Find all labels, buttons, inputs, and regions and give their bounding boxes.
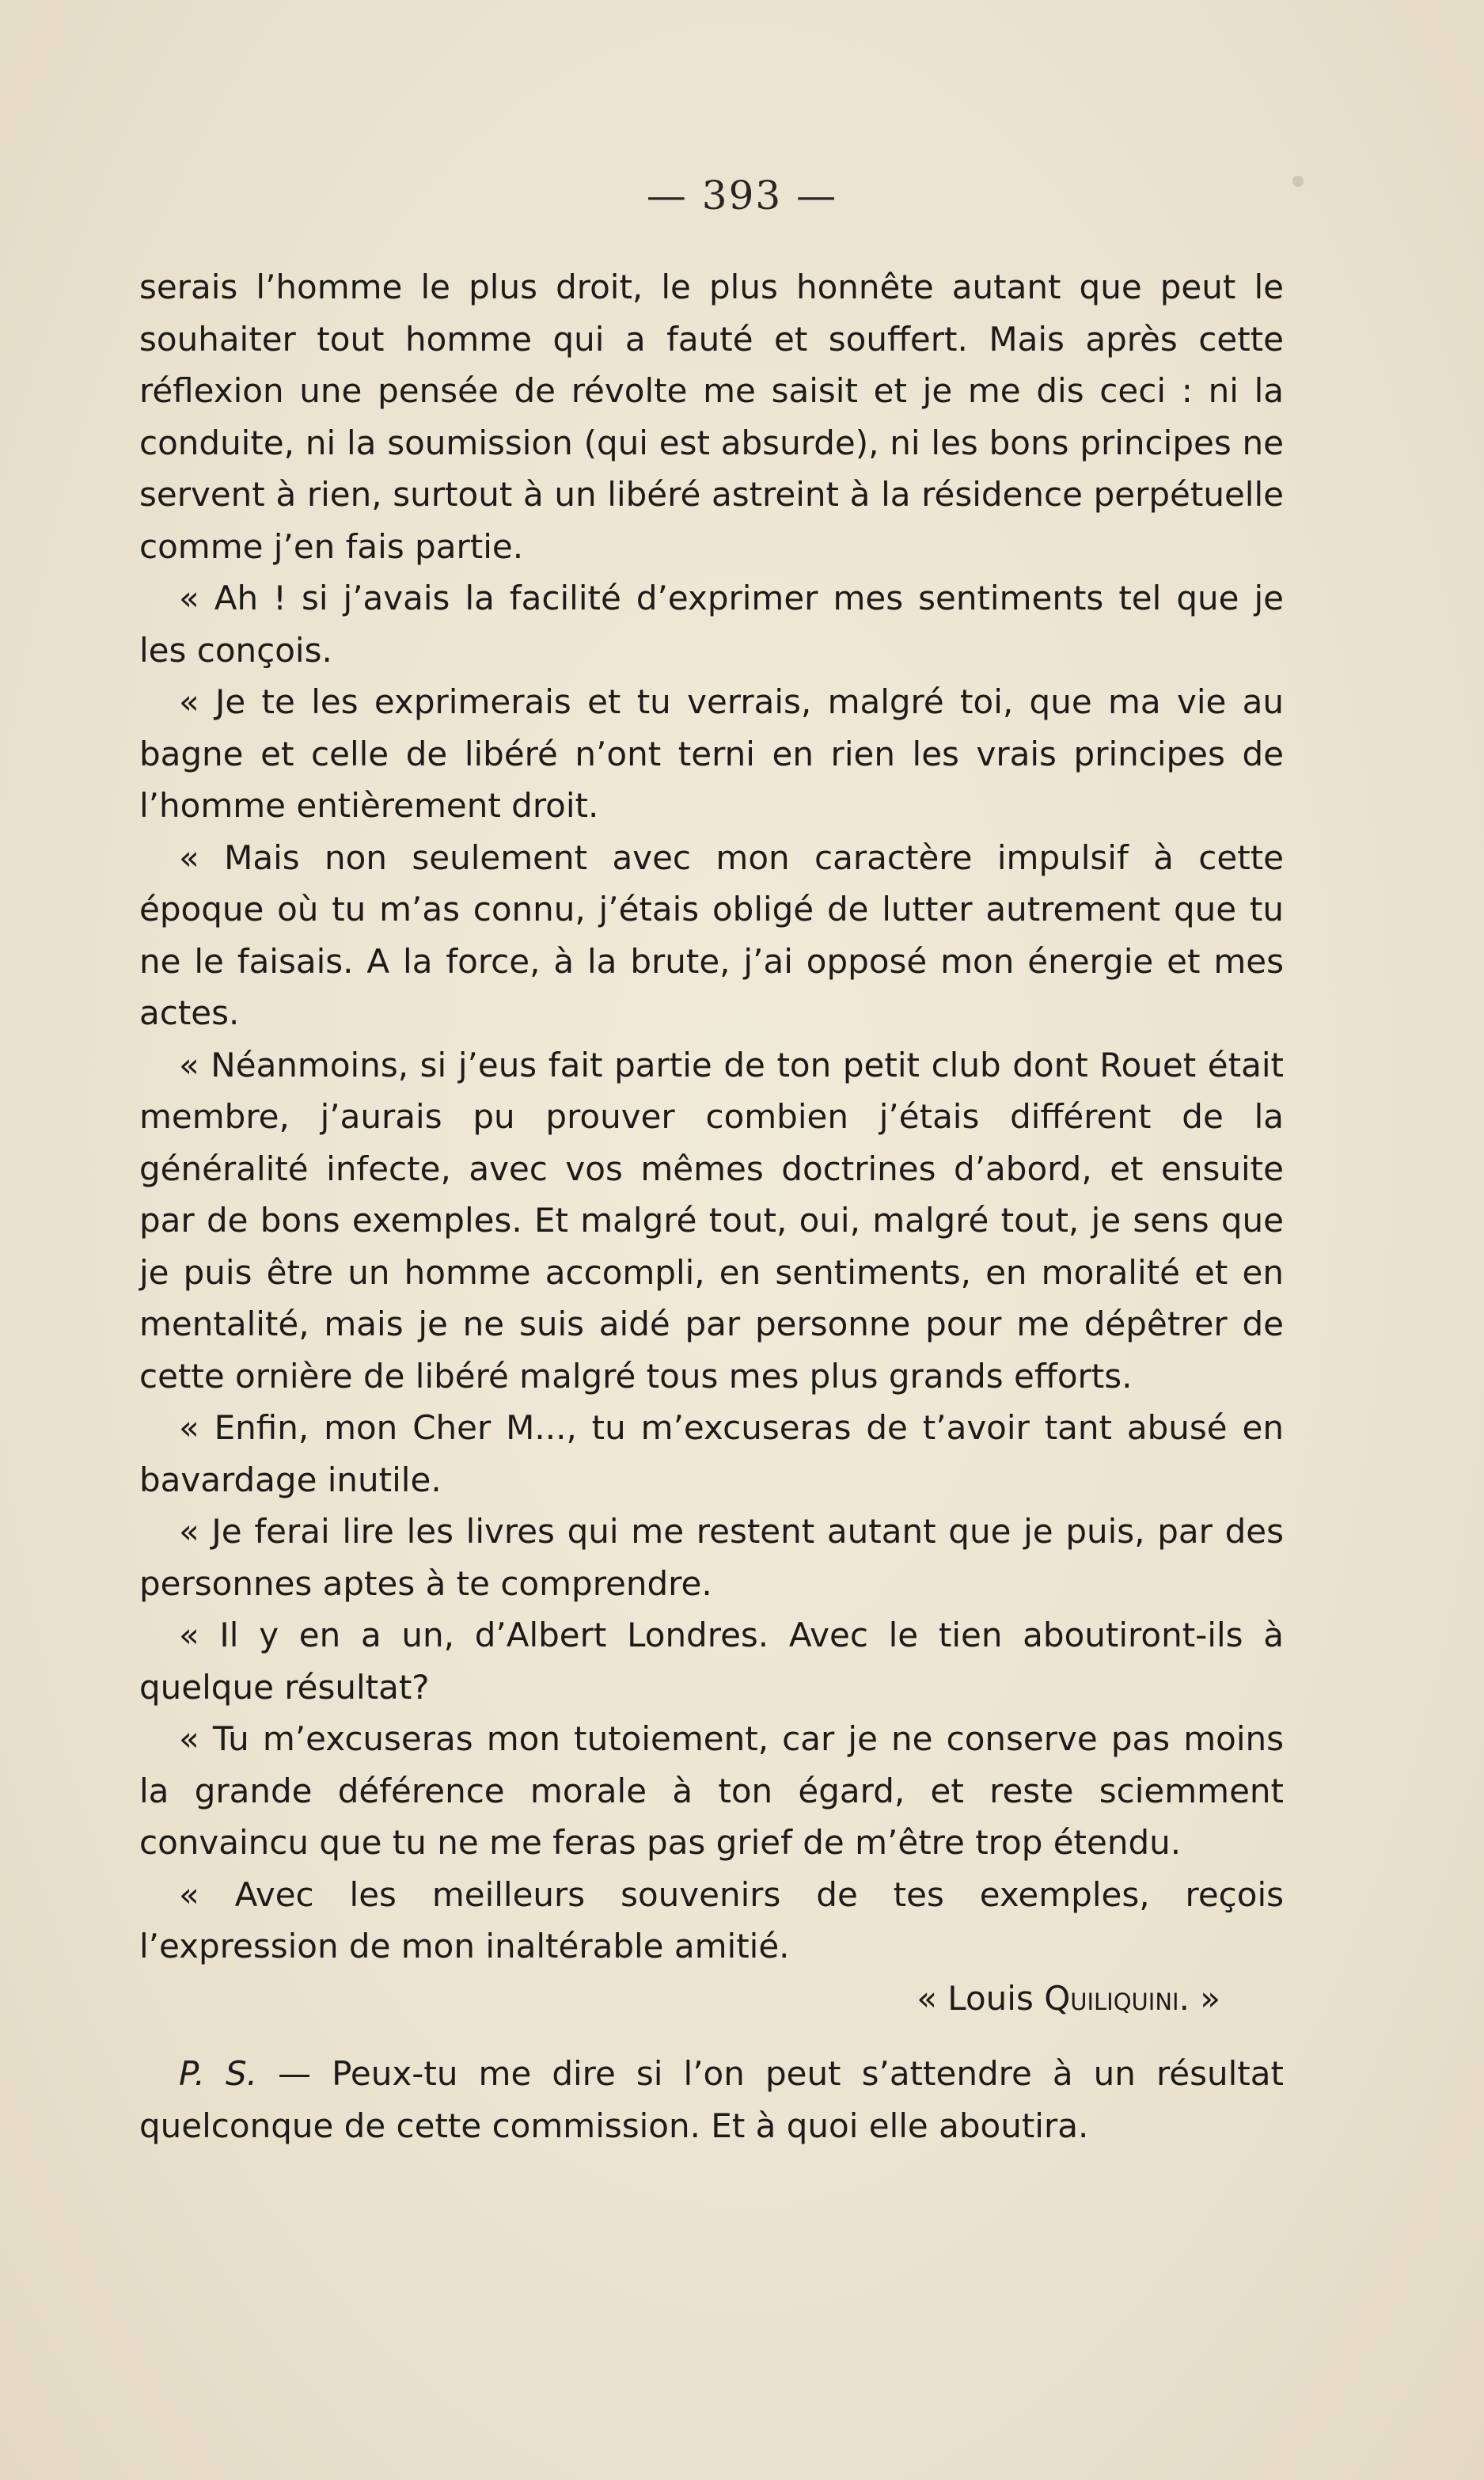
paragraph-continued: serais l’homme le plus droit, le plus honnête autant que peut le souhaiter tout homme qui a fauté et souffert. Mais après cette réflexion une pensée de révolte me saisit et je me dis ceci : ni la conduite, ni la soumission (qui est absurde), ni les bons principes ne servent à rien, surtout à un libéré astreint à la résidence perpétuelle comme j’en fais partie. (139, 268, 1284, 566)
postscript-text: — Peux-tu me dire si l’on peut s’attendre à un résultat quelconque de cette commission. Et à quoi elle aboutira. (139, 2054, 1284, 2145)
page-number: — 393 — (646, 173, 838, 218)
paragraph: « Je te les exprimerais et tu verrais, malgré toi, que ma vie au bagne et celle de libéré n’ont terni en rien les vrais principes de l’homme entièrement droit. (139, 682, 1284, 825)
signature-open: « Louis (917, 1978, 1045, 2018)
paragraph: « Mais non seulement avec mon caractère impulsif à cette époque où tu m’as connu, j’étais obligé de lutter autrement que tu ne le faisais. A la force, à la brute, j’ai opposé mon énergie et mes actes. (139, 837, 1284, 1032)
paragraph: « Je ferai lire les livres qui me restent autant que je puis, par des personnes aptes à te comprendre. (139, 1512, 1284, 1603)
paragraph: « Avec les meilleurs souvenirs de tes exemples, reçois l’expression de mon inaltérable amitié. (139, 1874, 1284, 1965)
signature (139, 1973, 1284, 2025)
signature-close: . » (1178, 1978, 1220, 2018)
paragraph: « Ah ! si j’avais la facilité d’exprimer mes sentiments tel que je les conçois. (139, 579, 1284, 670)
signature-name: Quiliquini (1044, 1978, 1179, 2018)
postscript (139, 2048, 1284, 2151)
paragraph: « Tu m’excuseras mon tutoiement, car je ne conserve pas moins la grande déférence morale à ton égard, et reste sciemment convaincu que tu ne me feras pas grief de m’être trop étendu. (139, 1719, 1284, 1862)
postscript-label: P. S. (179, 2054, 257, 2093)
paragraph: « Néanmoins, si j’eus fait partie de ton petit club dont Rouet était membre, j’aurais pu prouver combien j’étais différent de la généralité infecte, avec vos mêmes doctrines d’abord, et ensuite par de bons exemples. Et malgré tout, oui, malgré tout, je sens que je puis être un homme accompli, en sentiments, en moralité et en mentalité, mais je ne suis aidé par personne pour me dépêtrer de cette ornière de libéré malgré tous mes plus grands efforts. (139, 1045, 1284, 1396)
paragraph: « Enfin, mon Cher M..., tu m’excuseras de t’avoir tant abusé en bavardage inutile. (139, 1408, 1284, 1499)
body-text (139, 261, 1284, 2151)
paragraph: « Il y en a un, d’Albert Londres. Avec le tien aboutiront-ils à quelque résultat? (139, 1616, 1284, 1707)
